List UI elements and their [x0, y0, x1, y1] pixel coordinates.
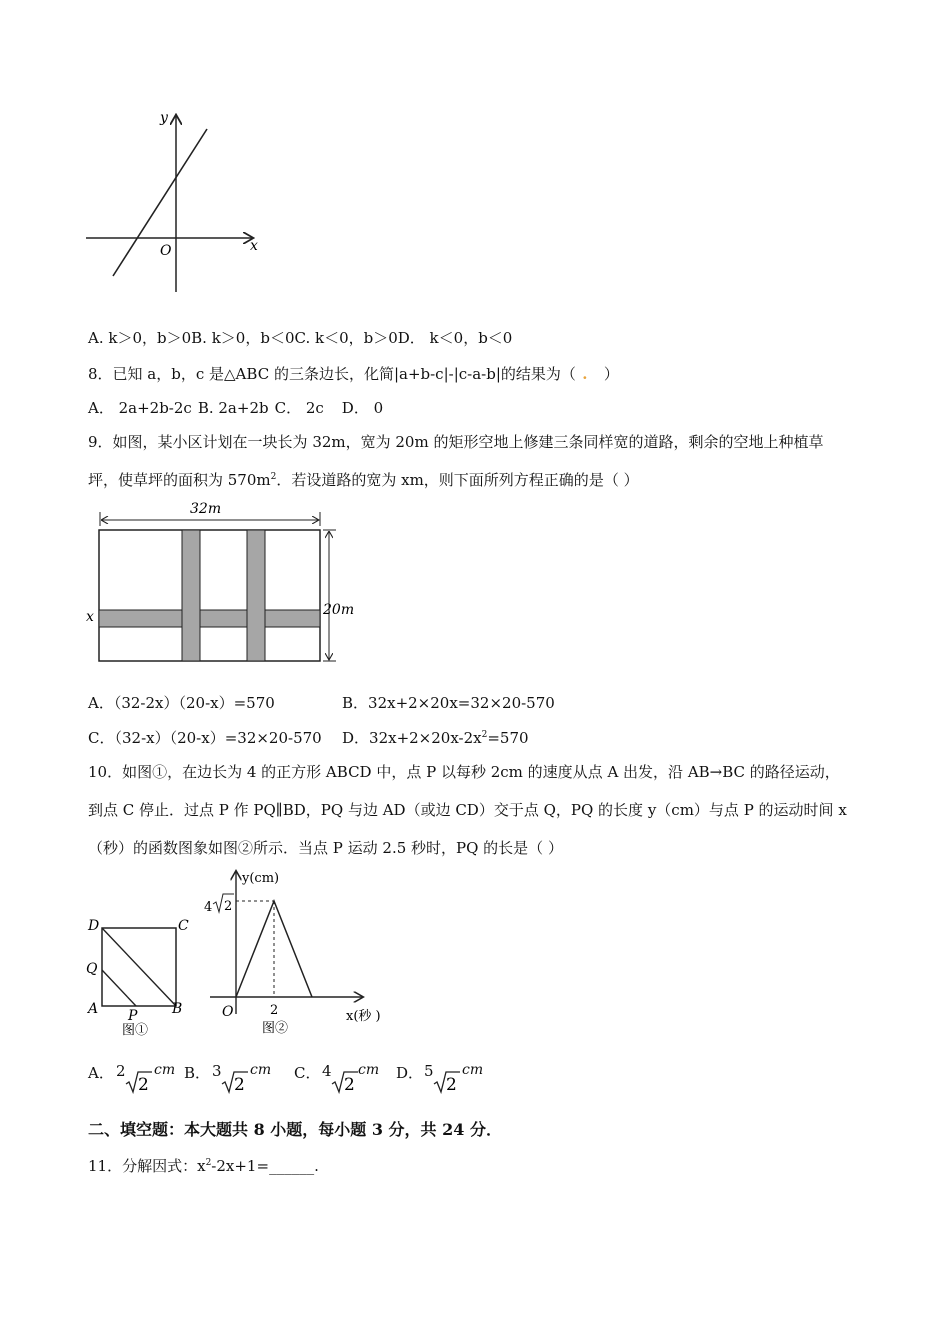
svg-text:2: 2	[138, 1075, 149, 1094]
q8-stem-close: ）	[603, 365, 619, 383]
peak-root: 2	[224, 899, 233, 914]
vertex-a: A	[88, 1001, 99, 1017]
vertex-d: D	[88, 918, 100, 934]
q11-stem: 11．分解因式：$x^2-2x+1=\_\_\_\_\_\_$.	[88, 1157, 319, 1175]
segment-pq	[102, 970, 136, 1006]
q9-stem-line2: 坪，使草坪的面积为 $570m^2$．若设道路的宽为 xm，则下面所列方程正确的是（ ）	[88, 471, 639, 489]
q9-stem-line1: 9．如图，某小区计划在一块长为 32m，宽为 20m 的矩形空地上修建三条同样宽的道路，剩余的空地上种植草	[88, 433, 824, 451]
q8-stem: 8．已知 a，b，c 是△ABC 的三条边长，化简|a+b-c|-|c-a-b|的结果为（ . ）	[88, 365, 619, 383]
graph-origin: O	[222, 1004, 234, 1020]
q10-stem-line1: 10．如图①，在边长为 4 的正方形 ABCD 中，点 P 以每秒 2cm 的速度从点 A 出发，沿 AB→BC 的路径运动，	[88, 763, 840, 781]
horizontal-road	[99, 610, 320, 627]
q9-option-a: A．（32-2x）（20-x）=570	[88, 694, 275, 712]
q10-function-graph	[200, 864, 400, 1044]
q7-line-graph	[80, 100, 280, 300]
q10-stem-line2: 到点 C 停止．过点 P 作 PQ∥BD，PQ 与边 AD（或边 CD）交于点 Q，PQ 的长度 y（cm）与点 P 的运动时间 x	[88, 801, 847, 819]
q8-option-a: A． 2a+2b-2c	[88, 399, 192, 417]
x-axis-label: x(秒 )	[346, 1009, 381, 1024]
length-label: 32m	[190, 501, 222, 517]
q7-option-a: A. k＞0，b＞0	[88, 329, 192, 347]
q7-options	[88, 328, 512, 348]
q8-stem-text: 8．已知 a，b，c 是△ABC 的三条边长，化简|a+b-c|-|c-a-b|的结果为（	[88, 365, 576, 383]
q8-option-b: B. 2a+2b	[197, 399, 269, 417]
x-tick-2: 2	[270, 1003, 279, 1018]
q10-option-d: D． 5 2 cm	[396, 1062, 484, 1094]
q9-option-d: D．$32x+2\times 20x-2x^2=570$	[342, 729, 529, 747]
q10-option-b: B． 3 2 cm	[184, 1062, 272, 1094]
q10-square-figure	[80, 910, 200, 1040]
width-label: 20m	[323, 602, 355, 618]
q8-option-d: D． 0	[341, 399, 384, 417]
point-p: P	[128, 1008, 138, 1024]
q9-option-c: C．（32-x）（20-x）=32×20-570	[88, 729, 322, 747]
section-2-heading: 二、填空题：本大题共 8 小题，每小题 3 分，共 24 分．	[88, 1120, 502, 1139]
svg-text:2: 2	[344, 1075, 355, 1094]
vertex-b: B	[172, 1001, 183, 1017]
vertex-c: C	[178, 918, 189, 934]
q9-option-b: B．32x+2×20x=32×20-570	[342, 694, 555, 712]
q9-options-row1	[88, 693, 555, 713]
y-axis-label: y(cm)	[242, 871, 280, 886]
origin-label: O	[160, 243, 172, 259]
svg-text:2: 2	[234, 1075, 245, 1094]
q10-option-c: C． 4 2 cm	[294, 1062, 380, 1094]
caption-1: 图①	[122, 1023, 149, 1038]
vertical-road-2	[247, 530, 265, 661]
svg-text:2: 2	[446, 1075, 457, 1094]
q7-option-c: C. k＜0，b＞0	[294, 329, 398, 347]
q9-field-diagram	[80, 498, 370, 670]
road-label: x	[86, 609, 94, 625]
q9-options-row2	[88, 728, 529, 748]
field-rect	[99, 530, 320, 661]
diagonal-bd	[102, 928, 176, 1006]
peak-coef: 4	[204, 900, 213, 915]
point-q: Q	[86, 961, 98, 977]
caption-2: 图②	[262, 1021, 289, 1036]
q10-stem-line3: （秒）的函数图象如图②所示．当点 P 运动 2.5 秒时，PQ 的长是（ ）	[88, 839, 563, 857]
q11-answer-blank[interactable]: ______	[269, 1157, 315, 1175]
q7-option-d: D． k＜0，b＜0	[397, 329, 513, 347]
q10-option-a: A． 2 2 cm	[88, 1062, 176, 1094]
q8-option-c: C． 2c	[274, 399, 324, 417]
axis-x-label: x	[250, 238, 258, 254]
axis-y-label: y	[160, 110, 168, 126]
q7-option-b: B. k＞0，b＜0	[191, 329, 295, 347]
vertical-road-1	[182, 530, 200, 661]
q8-options	[88, 398, 397, 418]
